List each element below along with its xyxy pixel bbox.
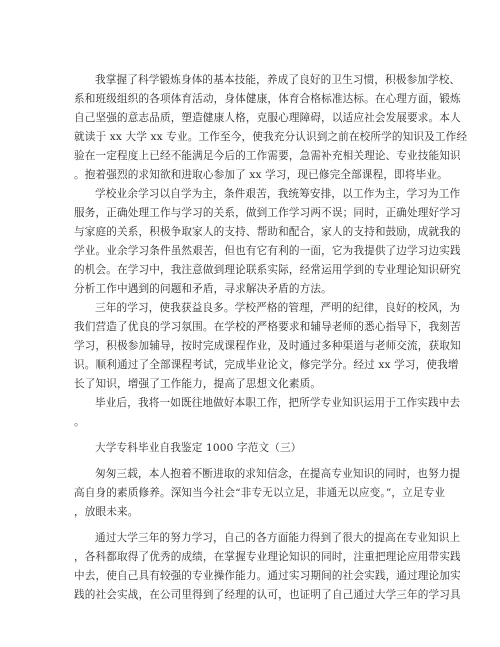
- text-line: 识。顺利通过了全部课程考试，完成毕业论文，修完学分。经过 xx 学习，使我增: [74, 359, 459, 371]
- text-line: 高自身的素质修养。深知当今社会“非专无以立足，非通无以应变。”，立足专业: [74, 487, 446, 499]
- text-line: 就读于 xx 大学 xx 专业。工作至今，使我充分认识到之前在校所学的知识及工作经: [74, 131, 468, 143]
- text-line: 践的社会实战，在公司里得到了经理的认可，也证明了自己通过大学三年的学习具: [74, 589, 461, 601]
- text-line: 中去，使自己具有较强的专业操作能力。通过实习期间的社会实践，通过理论加实: [74, 570, 461, 582]
- text-line: 系和班级组织的各项体育活动，身体健康，体育合格标准达标。在心理方面，锻炼: [74, 93, 461, 105]
- text-line: 通过大学三年的努力学习，自己的各方面能力得到了很大的提高在专业知识上: [95, 532, 461, 544]
- text-line: 学习，积极参加辅导，按时完成课程作业，及时通过多种渠道与老师交流，获取知: [74, 340, 461, 352]
- text-line: 自己坚强的意志品质，塑造健康人格，克服心理障碍，以适应社会发展要求。本人: [74, 112, 461, 124]
- text-line: ，各科都取得了优秀的成绩，在掌握专业理论知识的同时，注重把理论应用带实践: [74, 551, 461, 563]
- text-line: 毕业后，我将一如既往地做好本职工作，把所学专业知识运用于工作实践中去: [95, 397, 461, 409]
- text-line: 学校业余学习以自学为主，条件艰苦，我统筹安排，以工作为主，学习为工作: [95, 188, 461, 200]
- text-line: 分析工作中遇到的问题和矛盾，寻求解决矛盾的方法。: [74, 283, 332, 295]
- text-line: 我们营造了优良的学习氛围。在学校的严格要求和辅导老师的悉心指导下，我刻苦: [74, 321, 461, 333]
- text-line: 匆匆三载，本人抱着不断进取的求知信念，在提高专业知识的同时，也努力提: [95, 468, 461, 480]
- section-heading: 大学专科毕业自我鉴定 1000 字范文（三）: [95, 442, 302, 454]
- text-line: ，放眼未来。: [74, 506, 139, 518]
- text-line: 我掌握了科学锻炼身体的基本技能，养成了良好的卫生习惯，积极参加学校、: [95, 74, 461, 86]
- text-line: 服务，正确处理工作与学习的关系，做到工作学习两不误；同时，正确处理好学习: [74, 207, 461, 219]
- text-line: 长了知识，增强了工作能力，提高了思想文化素质。: [74, 378, 322, 390]
- text-line: 的机会。在学习中，我注意做到理论联系实际，经常运用学到的专业理论知识研究: [74, 264, 461, 276]
- text-line: 验在一定程度上已经不能满足今后的工作需要，急需补充相关理论、专业技能知识: [74, 150, 461, 162]
- text-line: 三年的学习，使我获益良多。学校严格的管理，严明的纪律，良好的校风，为: [95, 302, 461, 314]
- text-line: 。抱着强烈的求知欲和进取心参加了 xx 学习，现已修完全部课程，即将毕业。: [74, 169, 448, 181]
- text-line: 与家庭的关系，积极争取家人的支持、帮助和配合，家人的支持和鼓励，成就我的: [74, 226, 461, 238]
- text-line: 。: [74, 416, 85, 428]
- text-line: 学业。业余学习条件虽然艰苦，但也有它有利的一面，它为我提供了边学习边实践: [74, 245, 461, 257]
